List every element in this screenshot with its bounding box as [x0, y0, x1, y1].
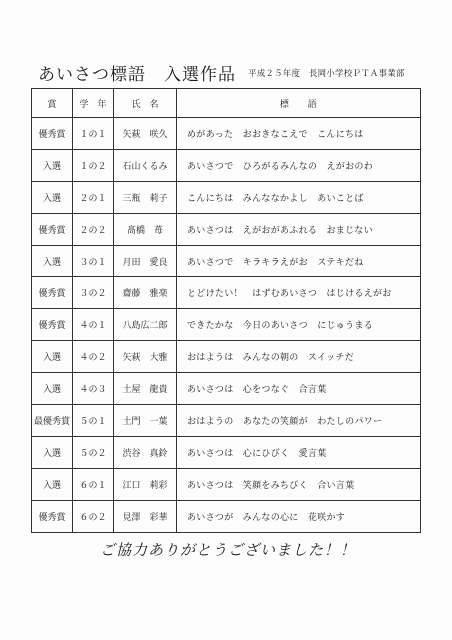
thanks-message: ご協力ありがとうございました！！	[100, 541, 357, 559]
grade-cell: ３の２	[73, 277, 114, 309]
slogan-cell: あいさつで キラキラえがお ステキだね	[177, 245, 421, 277]
name-cell: 矢萩 大雅	[114, 341, 177, 373]
name-cell: 見澤 彩華	[114, 500, 177, 532]
name-cell: 八島広二郎	[114, 309, 177, 341]
grade-cell: ５の２	[73, 436, 114, 468]
table-row	[32, 436, 421, 468]
table-header-row	[32, 89, 421, 118]
table-row	[32, 149, 421, 181]
column-header-name: 氏 名	[114, 89, 177, 118]
table-row	[32, 405, 421, 437]
name-cell: 石山くるみ	[114, 149, 177, 181]
slogan-cell: あいさつは 笑顔をみちびく 合い言葉	[177, 468, 421, 500]
grade-cell: ６の２	[73, 500, 114, 532]
table-body	[32, 118, 421, 533]
grade-cell: ４の３	[73, 373, 114, 405]
slogan-cell: めがあった おおきなこえで こんにちは	[177, 118, 421, 150]
award-cell: 最優秀賞	[32, 405, 73, 437]
slogan-cell: とどけたい！ はずむあいさつ はじけるえがお	[177, 277, 421, 309]
slogan-cell: あいさつは えがおがあふれる おまじない	[177, 213, 421, 245]
table-row	[32, 373, 421, 405]
slogan-cell: あいさつは 心をつなぐ 合言葉	[177, 373, 421, 405]
name-cell: 三瓶 莉子	[114, 181, 177, 213]
name-cell: 月田 愛良	[114, 245, 177, 277]
organization-label: 平成２５年度 長岡小学校ＰＴＡ事業部	[248, 69, 405, 79]
slogan-cell: おはようは みんなの朝の スイッチだ	[177, 341, 421, 373]
grade-cell: ６の１	[73, 468, 114, 500]
name-cell: 土門 一葉	[114, 405, 177, 437]
name-cell: 江口 莉彩	[114, 468, 177, 500]
name-cell: 土屋 龍貴	[114, 373, 177, 405]
award-cell: 優秀賞	[32, 118, 73, 150]
award-cell: 入選	[32, 245, 73, 277]
grade-cell: ５の１	[73, 405, 114, 437]
grade-cell: ４の１	[73, 309, 114, 341]
column-header-slogan: 標 語	[177, 89, 421, 118]
table-row	[32, 118, 421, 150]
award-cell: 優秀賞	[32, 309, 73, 341]
table-row	[32, 181, 421, 213]
table-row	[32, 341, 421, 373]
slogan-cell: おはようの あなたの笑顔が わたしのパワー	[177, 405, 421, 437]
column-header-grade: 学 年	[73, 89, 114, 118]
award-cell: 入選	[32, 373, 73, 405]
award-cell: 入選	[32, 149, 73, 181]
award-table	[31, 88, 421, 533]
name-cell: 髙橋 苺	[114, 213, 177, 245]
slogan-cell: できたかな 今日のあいさつ にじゅうまる	[177, 309, 421, 341]
document-title: あいさつ標語 入選作品	[38, 65, 236, 85]
name-cell: 渋谷 真鈴	[114, 436, 177, 468]
table-row	[32, 500, 421, 532]
award-cell: 優秀賞	[32, 500, 73, 532]
table-row	[32, 245, 421, 277]
award-cell: 優秀賞	[32, 277, 73, 309]
grade-cell: １の１	[73, 118, 114, 150]
table-row	[32, 468, 421, 500]
column-header-award: 賞	[32, 89, 73, 118]
grade-cell: １の２	[73, 149, 114, 181]
slogan-cell: あいさつで ひろがるみんなの えがおのわ	[177, 149, 421, 181]
slogan-cell: こんにちは みんななかよし あいことば	[177, 181, 421, 213]
name-cell: 齋藤 雅楽	[114, 277, 177, 309]
name-cell: 矢萩 咲久	[114, 118, 177, 150]
award-cell: 入選	[32, 181, 73, 213]
slogan-cell: あいさつが みんなの心に 花咲かす	[177, 500, 421, 532]
table-row	[32, 309, 421, 341]
award-cell: 優秀賞	[32, 213, 73, 245]
award-cell: 入選	[32, 341, 73, 373]
grade-cell: ２の１	[73, 181, 114, 213]
table-row	[32, 213, 421, 245]
grade-cell: ２の２	[73, 213, 114, 245]
grade-cell: ３の１	[73, 245, 114, 277]
grade-cell: ４の２	[73, 341, 114, 373]
award-cell: 入選	[32, 436, 73, 468]
table-row	[32, 277, 421, 309]
slogan-cell: あいさつは 心にひびく 愛言葉	[177, 436, 421, 468]
award-cell: 入選	[32, 468, 73, 500]
